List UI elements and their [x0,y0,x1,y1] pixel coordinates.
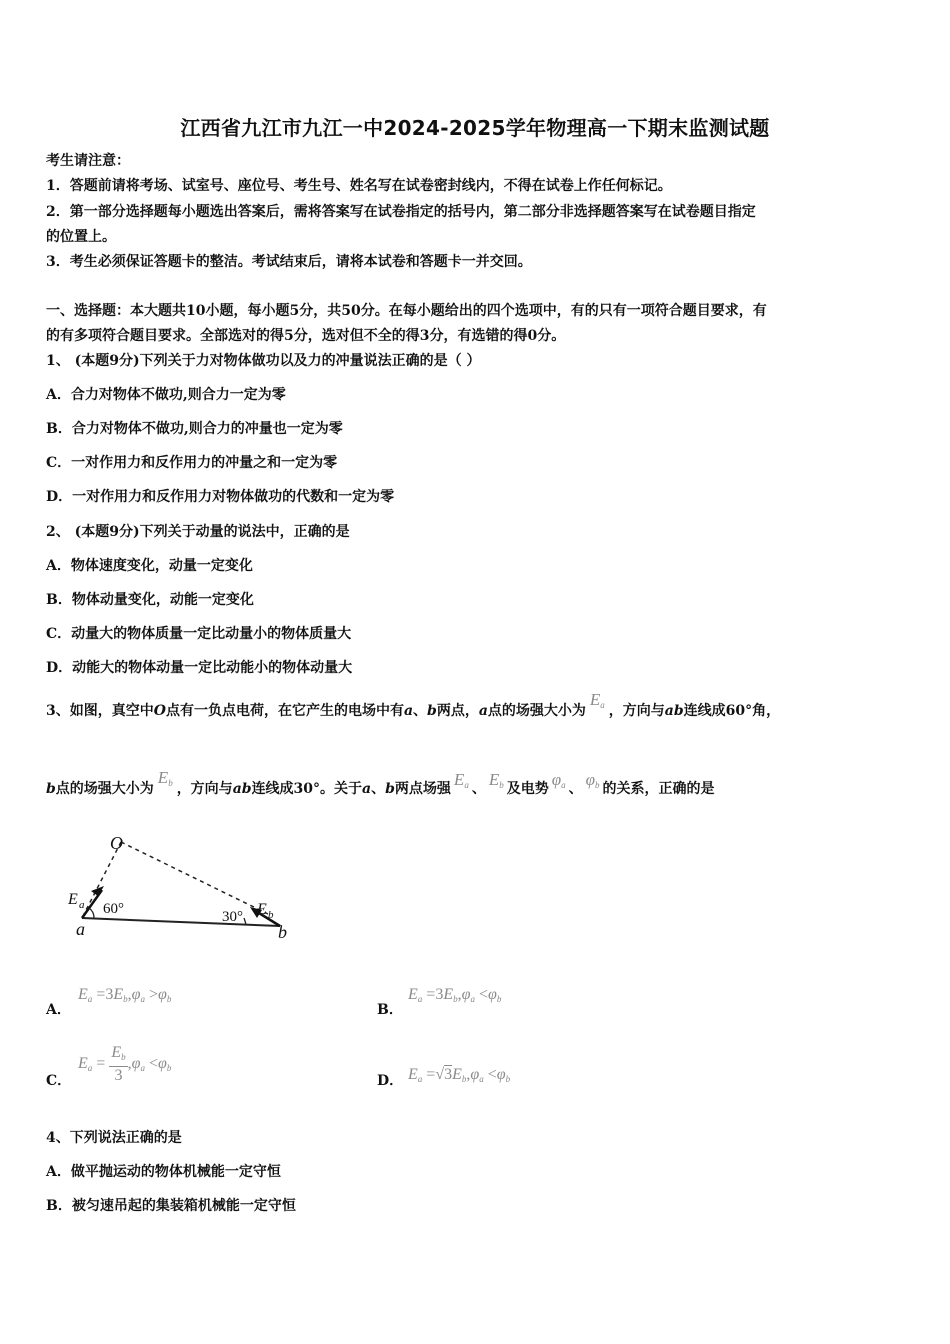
q3-stem-line-2: b点的场强大小为$E_b$ ，方向与ab连线成30°。关于a、b两点场强 $E_a$ 、 $E_b$ 及电势 $\varphi_a$ 、 $\varphi_b$ 的关系，正确的是 [46,768,715,797]
q1-option-c: C．一对作用力和反作用力的冲量之和一定为零 [46,455,338,471]
q1-option-b: B．合力对物体不做功,则合力的冲量也一定为零 [46,421,343,437]
label-ea-sub: a [79,899,85,911]
q2-option-c: C．动量大的物体质量一定比动量小的物体质量大 [46,626,352,642]
symbol-eb: $E_b$ [488,770,504,790]
section-instructions-cont: 的有多项符合题目要求。全部选对的得5分，选对但不全的得3分，有选错的得0分。 [46,328,566,344]
q2-option-d: D．动能大的物体动量一定比动能小的物体动量大 [46,660,353,676]
notice-item-2: 2．第一部分选择题每小题选出答案后，需将答案写在试卷指定的括号内，第二部分非选择题答案写在试卷题目指定 [46,204,756,220]
symbol-phi-a: $\varphi_a$ [551,770,566,790]
label-o: O [110,833,123,853]
q1-option-d: D．一对作用力和反作用力对物体做功的代数和一定为零 [46,489,395,505]
q4-option-b: B．被匀速吊起的集装箱机械能一定守恒 [46,1198,296,1214]
q3-option-d-formula: $E_a =√3E_b,\varphi_a <\varphi_b$ [408,1066,511,1084]
q3-option-b-label: B． [377,1002,403,1018]
q3-figure [46,818,306,943]
q4-option-a: A．做平抛运动的物体机械能一定守恒 [46,1164,281,1180]
page-title: 江西省九江市九江一中2024-2025学年物理高一下期末监测试题 [180,116,770,140]
label-30-degrees: 30° [222,909,243,925]
section-instructions: 一、选择题：本大题共10小题，每小题5分，共50分。在每小题给出的四个选项中，有的只有一项符合题目要求，有 [46,303,767,319]
q2-option-b: B．物体动量变化，动能一定变化 [46,592,254,608]
q3-option-b-formula: $E_a =3E_b,\varphi_a <\varphi_b$ [408,986,502,1004]
q3-option-c-formula: $E_a$ = $\frac{E_b}{3}$ $,\varphi_a <\varphi_b$ [78,1044,172,1084]
field-strength-ea: $E_a$ [589,690,605,710]
label-60-degrees: 60° [103,901,124,917]
field-strength-eb: $E_b$ [157,768,173,788]
oa-ob-dashed-line [121,842,268,914]
q3-option-a-formula: $E_a =3E_b,\varphi_a >\varphi_b$ [78,986,172,1004]
ab-line [82,918,280,926]
q3-stem-line-1: 3、如图，真空中O点有一负点电荷，在它产生的电场中有a、b两点，a点的场强大小为$E_a$ ，方向与ab连线成60°角， [46,690,781,719]
q4-stem: 4、下列说法正确的是 [46,1130,182,1146]
notice-item-3: 3．考生必须保证答题卡的整洁。考试结束后，请将本试卷和答题卡一并交回。 [46,254,532,270]
label-a: a [76,919,85,939]
label-ea: E [68,891,78,908]
label-eb-sub: b [268,909,274,921]
symbol-ea: $E_a$ [453,770,469,790]
label-eb: E [257,901,267,918]
label-b: b [278,922,287,942]
q1-option-a: A．合力对物体不做功,则合力一定为零 [46,387,286,403]
q2-stem: 2、 (本题9分)下列关于动量的说法中，正确的是 [46,524,350,540]
q2-option-a: A．物体速度变化，动量一定变化 [46,558,253,574]
q3-option-c-label: C． [46,1073,72,1089]
q1-stem: 1、 (本题9分)下列关于力对物体做功以及力的冲量说法正确的是（ ） [46,353,481,369]
notice-item-2-cont: 的位置上。 [46,229,116,245]
notice-heading: 考生请注意： [46,153,130,169]
q3-option-d-label: D． [377,1073,404,1089]
q3-option-a-label: A． [46,1002,71,1018]
symbol-phi-b: $\varphi_b$ [585,770,600,790]
notice-item-1: 1．答题前请将考场、试室号、座位号、考生号、姓名写在试卷密封线内，不得在试卷上作任何标记。 [46,178,672,194]
